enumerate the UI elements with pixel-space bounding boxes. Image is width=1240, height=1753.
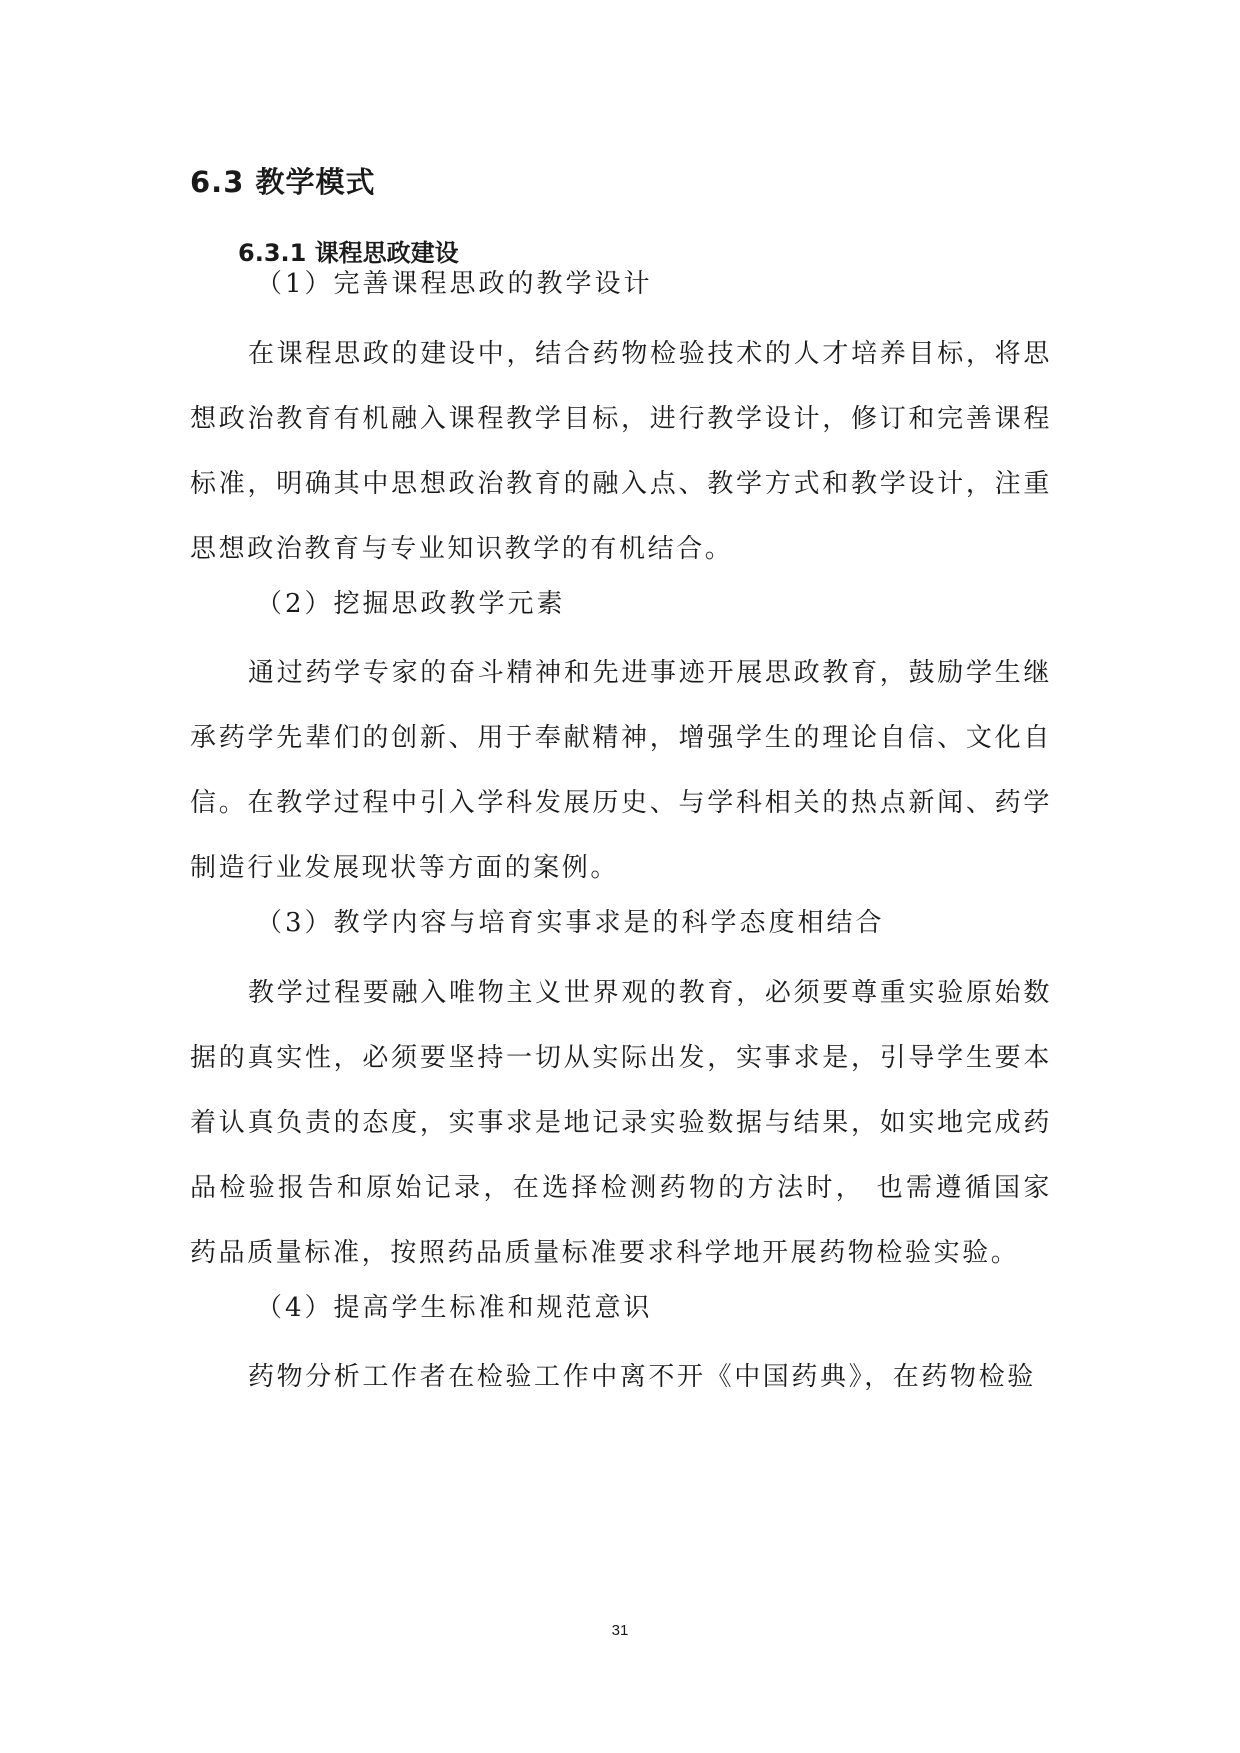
item-2-paragraph: 通过药学专家的奋斗精神和先进事迹开展思政教育，鼓励学生继承药学先辈们的创新、用于奉献精神，增强学生的理论自信、文化自信。在教学过程中引入学科发展历史、与学科相关的热点新闻、药学制造行业发展现状等方面的案例。: [190, 658, 1052, 883]
item-3-paragraph: 教学过程要融入唯物主义世界观的教育，必须要尊重实验原始数据的真实性，必须要坚持一切从实际出发，实事求是，引导学生要本着认真负责的态度，实事求是地记录实验数据与结果，如实地完成药品检验报告和原始记录，在选择检测药物的方法时， 也需遵循国家药品质量标准，按照药品质量标准要求科学地开展药物检验实验。: [190, 978, 1052, 1268]
item-4-paragraph: 药物分析工作者在检验工作中离不开《中国药典》，在药物检验: [248, 1362, 1036, 1392]
subsection-title: 6.3.1 课程思政建设: [238, 239, 459, 267]
item-3-heading: （3）教学内容与培育实事求是的科学态度相结合: [256, 908, 885, 938]
item-4-heading: （4）提高学生标准和规范意识: [256, 1293, 653, 1323]
page-number: 31: [611, 1622, 629, 1639]
section-title: 6.3 教学模式: [190, 165, 376, 199]
item-2-heading: （2）挖掘思政教学元素: [256, 589, 566, 619]
item-1-paragraph: 在课程思政的建设中，结合药物检验技术的人才培养目标，将思想政治教育有机融入课程教学目标，进行教学设计，修订和完善课程标准，明确其中思想政治教育的融入点、教学方式和教学设计，注重思想政治教育与专业知识教学的有机结合。: [190, 339, 1052, 564]
item-1-heading: （1）完善课程思政的教学设计: [256, 269, 653, 299]
